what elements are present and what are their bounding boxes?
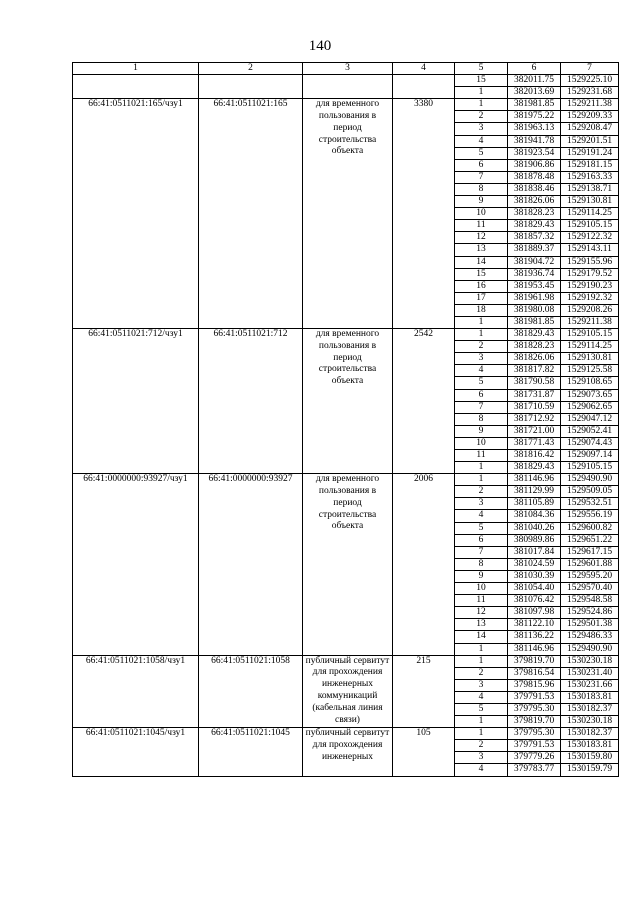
base-parcel-number: 66:41:0511021:165 xyxy=(199,99,303,329)
point-number: 8 xyxy=(455,183,508,195)
coordinate-y: 1529181.15 xyxy=(561,159,619,171)
coordinate-x: 379816.54 xyxy=(508,667,561,679)
parcel-area: 3380 xyxy=(393,99,455,329)
coordinate-x: 381829.43 xyxy=(508,220,561,232)
coordinate-x: 381054.40 xyxy=(508,583,561,595)
point-number: 10 xyxy=(455,583,508,595)
coordinate-x: 381826.06 xyxy=(508,353,561,365)
point-number: 11 xyxy=(455,450,508,462)
coordinates-table xyxy=(72,62,619,777)
coordinate-y: 1529548.58 xyxy=(561,595,619,607)
point-number: 12 xyxy=(455,607,508,619)
coordinate-y: 1530183.81 xyxy=(561,740,619,752)
coordinate-x: 381828.23 xyxy=(508,208,561,220)
coordinate-x: 379795.30 xyxy=(508,728,561,740)
coordinate-y: 1529490.90 xyxy=(561,474,619,486)
point-number: 9 xyxy=(455,196,508,208)
column-header: 2 xyxy=(199,63,303,75)
base-parcel-number: 66:41:0511021:1045 xyxy=(199,728,303,776)
coordinate-x: 381936.74 xyxy=(508,268,561,280)
coordinate-y: 1529138.71 xyxy=(561,183,619,195)
coordinate-x: 379819.70 xyxy=(508,716,561,728)
coordinate-y: 1529179.52 xyxy=(561,268,619,280)
point-number: 10 xyxy=(455,208,508,220)
coordinate-y: 1529062.65 xyxy=(561,401,619,413)
parcel-purpose: для временного пользования в период строительства объекта xyxy=(303,329,393,474)
coordinate-x: 381129.99 xyxy=(508,486,561,498)
page-number: 140 xyxy=(308,38,332,54)
coordinate-x: 381024.59 xyxy=(508,558,561,570)
coordinate-x: 381981.85 xyxy=(508,99,561,111)
point-number: 7 xyxy=(455,401,508,413)
coordinate-y: 1529122.32 xyxy=(561,232,619,244)
column-header: 5 xyxy=(455,63,508,75)
point-number: 7 xyxy=(455,546,508,558)
coordinate-x: 381829.43 xyxy=(508,462,561,474)
coordinate-y: 1529114.25 xyxy=(561,208,619,220)
coordinate-x: 381790.58 xyxy=(508,377,561,389)
point-number: 13 xyxy=(455,244,508,256)
coordinate-x: 381889.37 xyxy=(508,244,561,256)
point-number: 1 xyxy=(455,728,508,740)
coordinate-x: 379815.96 xyxy=(508,679,561,691)
coordinate-y: 1529501.38 xyxy=(561,619,619,631)
coordinate-y: 1530230.18 xyxy=(561,655,619,667)
point-number: 5 xyxy=(455,147,508,159)
coordinate-x: 381817.82 xyxy=(508,365,561,377)
point-number: 3 xyxy=(455,353,508,365)
parcel-id: 66:41:0511021:1058/чзу1 xyxy=(73,655,199,728)
coordinate-x: 381878.48 xyxy=(508,171,561,183)
coordinate-x: 381105.89 xyxy=(508,498,561,510)
point-number: 3 xyxy=(455,752,508,764)
coordinate-y: 1530159.80 xyxy=(561,752,619,764)
coordinate-x: 381030.39 xyxy=(508,570,561,582)
point-number: 8 xyxy=(455,413,508,425)
point-number: 14 xyxy=(455,256,508,268)
coordinate-x: 381731.87 xyxy=(508,389,561,401)
coordinate-y: 1529105.15 xyxy=(561,462,619,474)
parcel-area: 215 xyxy=(393,655,455,728)
coordinate-y: 1529155.96 xyxy=(561,256,619,268)
point-number: 1 xyxy=(455,462,508,474)
coordinate-x: 381975.22 xyxy=(508,111,561,123)
coordinate-y: 1529208.26 xyxy=(561,304,619,316)
point-number: 17 xyxy=(455,292,508,304)
coordinate-y: 1529108.65 xyxy=(561,377,619,389)
column-header: 7 xyxy=(561,63,619,75)
coordinate-y: 1529114.25 xyxy=(561,341,619,353)
coordinate-x: 381904.72 xyxy=(508,256,561,268)
parcel-purpose: публичный сервитут для прохождения инженерных коммуникаций (кабельная линия связи) xyxy=(303,655,393,728)
coordinate-y: 1529617.15 xyxy=(561,546,619,558)
point-number: 2 xyxy=(455,111,508,123)
coordinate-y: 1529595.20 xyxy=(561,570,619,582)
coordinate-y: 1529601.88 xyxy=(561,558,619,570)
base-parcel-number: 66:41:0000000:93927 xyxy=(199,474,303,655)
table-row xyxy=(73,75,619,87)
point-number: 1 xyxy=(455,716,508,728)
coordinate-y: 1529209.33 xyxy=(561,111,619,123)
parcel-id: 66:41:0000000:93927/чзу1 xyxy=(73,474,199,655)
coordinate-y: 1529143.11 xyxy=(561,244,619,256)
coordinate-x: 379795.30 xyxy=(508,703,561,715)
point-number: 2 xyxy=(455,740,508,752)
coordinate-x: 381857.32 xyxy=(508,232,561,244)
point-number: 5 xyxy=(455,377,508,389)
coordinate-y: 1529201.51 xyxy=(561,135,619,147)
point-number: 10 xyxy=(455,437,508,449)
point-number: 11 xyxy=(455,220,508,232)
coordinate-x: 381963.13 xyxy=(508,123,561,135)
column-header: 3 xyxy=(303,63,393,75)
coordinate-y: 1529125.58 xyxy=(561,365,619,377)
coordinate-x: 381097.98 xyxy=(508,607,561,619)
coordinate-y: 1529192.32 xyxy=(561,292,619,304)
coordinate-y: 1529191.24 xyxy=(561,147,619,159)
point-number: 5 xyxy=(455,703,508,715)
coordinate-x: 381136.22 xyxy=(508,631,561,643)
coordinate-y: 1529074.43 xyxy=(561,437,619,449)
column-header: 4 xyxy=(393,63,455,75)
coordinate-x: 379779.26 xyxy=(508,752,561,764)
coordinate-x: 381076.42 xyxy=(508,595,561,607)
point-number: 16 xyxy=(455,280,508,292)
parcel-id: 66:41:0511021:1045/чзу1 xyxy=(73,728,199,776)
table-row xyxy=(73,474,619,486)
base-parcel-number: 66:41:0511021:712 xyxy=(199,329,303,474)
point-number: 1 xyxy=(455,643,508,655)
table-row xyxy=(73,329,619,341)
parcel-area: 105 xyxy=(393,728,455,776)
point-number: 3 xyxy=(455,679,508,691)
point-number: 9 xyxy=(455,570,508,582)
point-number: 7 xyxy=(455,171,508,183)
point-number: 6 xyxy=(455,534,508,546)
coordinate-x: 381906.86 xyxy=(508,159,561,171)
coordinate-y: 1529190.23 xyxy=(561,280,619,292)
coordinate-x: 379783.77 xyxy=(508,764,561,776)
coordinate-x: 382013.69 xyxy=(508,87,561,99)
coordinate-y: 1529570.40 xyxy=(561,583,619,595)
point-number: 6 xyxy=(455,389,508,401)
coordinate-y: 1529208.47 xyxy=(561,123,619,135)
coordinate-x: 381923.54 xyxy=(508,147,561,159)
coordinate-x: 381829.43 xyxy=(508,329,561,341)
point-number: 5 xyxy=(455,522,508,534)
coordinate-y: 1529486.33 xyxy=(561,631,619,643)
coordinate-x: 381146.96 xyxy=(508,474,561,486)
coordinate-x: 381710.59 xyxy=(508,401,561,413)
coordinate-y: 1530183.81 xyxy=(561,691,619,703)
coordinate-y: 1529163.33 xyxy=(561,171,619,183)
coordinate-y: 1529130.81 xyxy=(561,353,619,365)
coordinate-x: 381146.96 xyxy=(508,643,561,655)
purpose-cell xyxy=(303,75,393,99)
coordinate-y: 1529532.51 xyxy=(561,498,619,510)
point-number: 9 xyxy=(455,425,508,437)
coordinate-y: 1529231.68 xyxy=(561,87,619,99)
coordinate-y: 1529052.41 xyxy=(561,425,619,437)
coordinate-x: 381084.36 xyxy=(508,510,561,522)
coordinate-y: 1529225.10 xyxy=(561,75,619,87)
coordinate-x: 381122.10 xyxy=(508,619,561,631)
coordinate-y: 1530182.37 xyxy=(561,728,619,740)
coordinate-y: 1529651.22 xyxy=(561,534,619,546)
coordinate-y: 1529211.38 xyxy=(561,316,619,328)
coordinate-y: 1529105.15 xyxy=(561,220,619,232)
table-row xyxy=(73,655,619,667)
coordinate-y: 1530231.66 xyxy=(561,679,619,691)
point-number: 2 xyxy=(455,486,508,498)
point-number: 15 xyxy=(455,268,508,280)
header-row xyxy=(73,63,619,75)
coordinate-x: 380989.86 xyxy=(508,534,561,546)
point-number: 1 xyxy=(455,329,508,341)
point-number: 3 xyxy=(455,123,508,135)
point-number: 4 xyxy=(455,510,508,522)
coordinate-x: 381828.23 xyxy=(508,341,561,353)
parcel-purpose: публичный сервитут для прохождения инженерных xyxy=(303,728,393,776)
coordinate-x: 381826.06 xyxy=(508,196,561,208)
point-number: 1 xyxy=(455,87,508,99)
coordinate-x: 381981.85 xyxy=(508,316,561,328)
coordinate-x: 381017.84 xyxy=(508,546,561,558)
parcel-id-cell xyxy=(73,75,199,99)
coordinate-x: 381771.43 xyxy=(508,437,561,449)
coordinate-y: 1529097.14 xyxy=(561,450,619,462)
coordinate-y: 1529105.15 xyxy=(561,329,619,341)
column-header: 6 xyxy=(508,63,561,75)
coordinate-y: 1529600.82 xyxy=(561,522,619,534)
point-number: 6 xyxy=(455,159,508,171)
point-number: 11 xyxy=(455,595,508,607)
parcel-area: 2542 xyxy=(393,329,455,474)
coordinate-y: 1529509.05 xyxy=(561,486,619,498)
parcel-id: 66:41:0511021:165/чзу1 xyxy=(73,99,199,329)
coordinate-y: 1529556.19 xyxy=(561,510,619,522)
parcel-purpose: для временного пользования в период строительства объекта xyxy=(303,474,393,655)
coordinate-y: 1530182.37 xyxy=(561,703,619,715)
coordinate-y: 1530159.79 xyxy=(561,764,619,776)
point-number: 4 xyxy=(455,365,508,377)
point-number: 1 xyxy=(455,655,508,667)
coordinate-y: 1529490.90 xyxy=(561,643,619,655)
coordinate-x: 381838.46 xyxy=(508,183,561,195)
point-number: 18 xyxy=(455,304,508,316)
point-number: 1 xyxy=(455,99,508,111)
base-parcel-cell xyxy=(199,75,303,99)
coordinate-y: 1529130.81 xyxy=(561,196,619,208)
coordinate-x: 382011.75 xyxy=(508,75,561,87)
coordinate-x: 381040.26 xyxy=(508,522,561,534)
parcel-area: 2006 xyxy=(393,474,455,655)
coordinate-y: 1529073.65 xyxy=(561,389,619,401)
point-number: 14 xyxy=(455,631,508,643)
coordinate-y: 1529047.12 xyxy=(561,413,619,425)
point-number: 4 xyxy=(455,691,508,703)
coordinate-x: 381712.92 xyxy=(508,413,561,425)
point-number: 15 xyxy=(455,75,508,87)
parcel-id: 66:41:0511021:712/чзу1 xyxy=(73,329,199,474)
point-number: 3 xyxy=(455,498,508,510)
coordinate-y: 1529524.86 xyxy=(561,607,619,619)
coordinate-x: 381721.00 xyxy=(508,425,561,437)
coordinate-y: 1530230.18 xyxy=(561,716,619,728)
point-number: 4 xyxy=(455,135,508,147)
coordinate-x: 381953.45 xyxy=(508,280,561,292)
coordinate-x: 379791.53 xyxy=(508,740,561,752)
column-header: 1 xyxy=(73,63,199,75)
table-row xyxy=(73,99,619,111)
coordinate-x: 381961.98 xyxy=(508,292,561,304)
point-number: 1 xyxy=(455,316,508,328)
coordinate-x: 379791.53 xyxy=(508,691,561,703)
base-parcel-number: 66:41:0511021:1058 xyxy=(199,655,303,728)
coordinate-y: 1529211.38 xyxy=(561,99,619,111)
point-number: 1 xyxy=(455,474,508,486)
coordinate-x: 381941.78 xyxy=(508,135,561,147)
parcel-purpose: для временного пользования в период строительства объекта xyxy=(303,99,393,329)
point-number: 13 xyxy=(455,619,508,631)
coordinate-x: 381816.42 xyxy=(508,450,561,462)
point-number: 4 xyxy=(455,764,508,776)
point-number: 12 xyxy=(455,232,508,244)
point-number: 2 xyxy=(455,341,508,353)
point-number: 2 xyxy=(455,667,508,679)
coordinate-x: 381980.08 xyxy=(508,304,561,316)
table-row xyxy=(73,728,619,740)
coordinate-y: 1530231.40 xyxy=(561,667,619,679)
area-cell xyxy=(393,75,455,99)
point-number: 8 xyxy=(455,558,508,570)
coordinate-x: 379819.70 xyxy=(508,655,561,667)
